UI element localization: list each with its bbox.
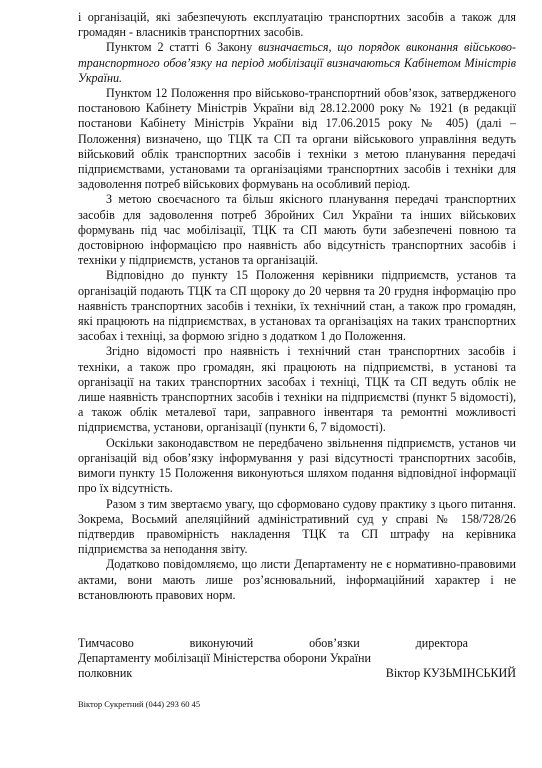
paragraph-5 [78, 268, 516, 344]
paragraph-8-run-1: Разом з тим звертаємо увагу, що сформовано судову практику з цього питання. Зокрема, Восьмий апеляційний адміністративний суд у справі № 158/728/26 підтвердив правомірність накладення ТЦК та СП штрафу на керівника підприємства за неподання звіту. [78, 496, 516, 557]
signature-word-2: виконуючий [189, 636, 254, 650]
paragraph-4 [78, 192, 516, 268]
paragraph-2-run-1: Пунктом 2 статті 6 Закону [106, 40, 259, 55]
signature-name: Віктор КУЗЬМІНСЬКИЙ [385, 666, 516, 681]
paragraph-2 [78, 40, 516, 86]
paragraph-7 [78, 436, 516, 497]
signature-line-3 [78, 666, 516, 681]
paragraph-1-run-1: і організацій, які забезпечують експлуатацію транспортних засобів а також для громадян - власників транспортних засобів. [78, 10, 516, 40]
paragraph-2-run-2: визначається, що порядок виконання військово-транспортного обов’язку на період мобілізації визначаються Кабінетом Міністрів України. [78, 40, 516, 85]
signature-line-1 [78, 636, 516, 651]
signature-department: Департаменту мобілізації Міністерства оборони України [78, 651, 371, 666]
paragraph-3 [78, 86, 516, 192]
paragraph-8 [78, 497, 516, 558]
letter-body [78, 10, 516, 603]
signature-block [78, 636, 516, 682]
paragraph-9 [78, 557, 516, 603]
signature-word-1: Тимчасово [78, 636, 134, 650]
paragraph-4-run-1: З метою своєчасного та більш якісного планування передачі транспортних засобів для задоволення потреб Збройних Сил України та інших військових формувань під час мобілізації, ТЦК та СП мають бути забезпечені повною та достовірною інформацією про наявність або відсутність транспортних засобів і техніки у підприємств, установ та організацій. [78, 192, 516, 268]
executor-contact: Віктор Сукретний (044) 293 60 45 [78, 699, 201, 709]
paragraph-9-run-1: Додатково повідомляємо, що листи Департаменту не є нормативно-правовими актами, вони мають лише роз’яснювальний, інформаційний характер і не встановлюють правових норм. [78, 557, 516, 602]
signature-word-4: директора [415, 636, 468, 650]
paragraph-6-run-1: Згідно відомості про наявність і технічний стан транспортних засобів і техніки, а також про громадян, які працюють на підприємстві, в установі та організації на таких транспортних засобах і техніці, ТЦК та СП ведуть облік не лише наявність транспортних засобів і техніки на підприємстві (пункт 5 відомості), а також облік металевої тари, заправного інвентаря та ремонтні можливості підприємства, установи, організації (пункти 6, 7 відомості). [78, 344, 516, 435]
paragraph-6 [78, 344, 516, 435]
paragraph-1 [78, 10, 516, 40]
signature-word-3: обов’язки [309, 636, 360, 650]
paragraph-5-run-1: Відповідно до пункту 15 Положення керівники підприємств, установ та організацій подають ТЦК та СП щороку до 20 червня та 20 грудня інформацію про наявність транспортних засобів і техніки, їх технічний стан, а також про громадян, які працюють на підприємствах, в установах та організаціях на таких транспортних засобах і техніці, за формою згідно з додатком 1 до Положення. [78, 268, 516, 344]
signature-rank: полковник [78, 666, 133, 681]
paragraph-3-run-1: Пунктом 12 Положення про військово-транспортний обов’язок, затвердженого постановою Кабінету Міністрів України від 28.12.2000 року № 1921 (в редакції постанови Кабінету Міністрів України від 17.06.2015 року № 405) (далі – Положення) визначено, що ТЦК та СП та органи військового управління ведуть військовий облік транспортних засобів і техніки з метою планування передачі підприємствами, установами та організаціями транспортних засобів і техніки для задоволення потреб військових формувань на особливий період. [78, 86, 516, 192]
paragraph-7-run-1: Оскільки законодавством не передбачено звільнення підприємств, установ чи організацій від обов’язку інформування у разі відсутності транспортних засобів, вимоги пункту 15 Положення виконуються шляхом подання відповідної інформації про їх відсутність. [78, 435, 516, 496]
